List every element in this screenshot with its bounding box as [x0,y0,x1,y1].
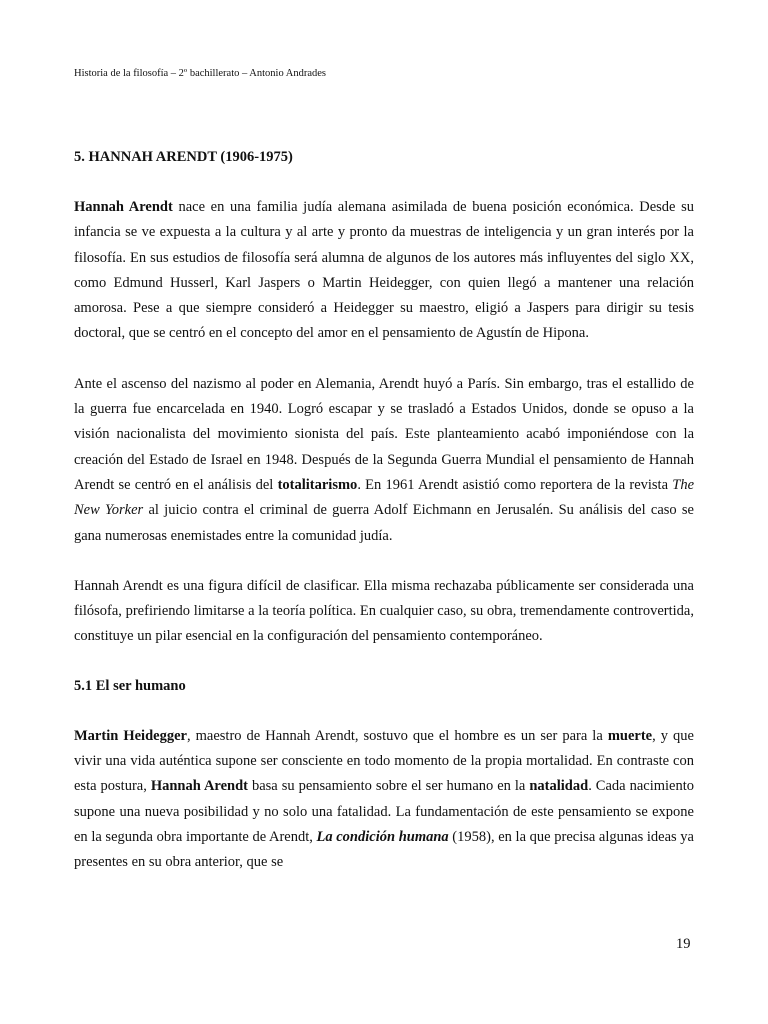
bold-term: totalitarismo [277,476,358,493]
paragraph-text: nace en una familia judía alemana asimilada de buena posición económica. Desde su infancia se ve expuesta a la cultura y al arte y pronto da muestras de inteligencia y un gran interés por la filosofía. En sus estudios de filosofía será alumna de algunos de los autores más influyentes del siglo XX, como Edmund Husserl, Karl Jaspers o Martin Heidegger, con quien llegó a mantener una relación amorosa. Pese a que siempre consideró a Heidegger su maestro, eligió a Jaspers para dirigir su tesis doctoral, que se centró en el concepto del amor en el pensamiento de Agustín de Hipona. [74,199,694,342]
paragraph-text: . Cada nacimiento supone una nueva posibilidad y no solo una fatalidad. La fundamentación de este pensamiento se expone en la segunda obra importante de Arendt, [74,778,694,845]
paragraph-text: (1958), en la que precisa algunas ideas ya presentes en su obra anterior, que se [74,828,694,871]
paragraph-text: al juicio contra el criminal de guerra Adolf Eichmann en Jerusalén. Su análisis del caso se gana numerosas enemistades entre la comunidad judía. [74,502,694,544]
paragraph-text: . En 1961 Arendt asistió como reportera de la revista [357,476,673,493]
paragraph-text: Ante el ascenso del nazismo al poder en Alemania, Arendt huyó a París. Sin embargo, tras el estallido de la guerra fue encarcelada en 1940. Logró escapar y se trasladó a Estados Unidos, donde se opuso a la visión nacionalista del movimiento sionista del país. Este planteamiento acabó imponiéndose con la creación del Estado de Israel en 1948. Después de la Segunda Guerra Mundial el pensamiento de Hannah Arendt se centró en el análisis del [74,375,694,493]
running-header: Historia de la filosofía – 2º bachillerato – Antonio Andrades [74,68,326,79]
paragraph-text: , y que vivir una vida auténtica supone ser consciente en todo momento de la propia mortalidad. En contraste con esta postura, [74,727,694,795]
paragraph-text: , maestro de Hannah Arendt, sostuvo que el hombre es un ser para la [186,727,608,744]
page-number: 19 [676,936,691,952]
paragraph-text: Hannah Arendt es una figura difícil de clasificar. Ella misma rechazaba públicamente ser considerada una filósofa, prefiriendo limitarse a la teoría política. En cualquier caso, su obra, tremendamente controvertida, constituye un pilar esencial en la configuración del pensamiento contemporáneo. [74,577,694,645]
subsection-heading: 5.1 El ser humano [74,677,186,694]
paragraph-exile [74,372,694,549]
page-content [74,146,694,876]
bold-term: Hannah Arendt [74,199,173,215]
bold-term: Martin Heidegger [74,727,187,744]
paragraph-biography [74,195,694,347]
bold-italic-title: La condición humana [316,828,449,845]
bold-term: natalidad [529,778,589,795]
paragraph-human-being [74,724,694,876]
paragraph-classification [74,574,694,650]
paragraph-text: basa su pensamiento sobre el ser humano en la [248,778,530,795]
bold-term: muerte [607,727,653,744]
bold-term: Hannah Arendt [150,778,248,795]
section-heading: 5. HANNAH ARENDT (1906-1975) [74,149,293,165]
italic-title: The New Yorker [74,476,694,519]
